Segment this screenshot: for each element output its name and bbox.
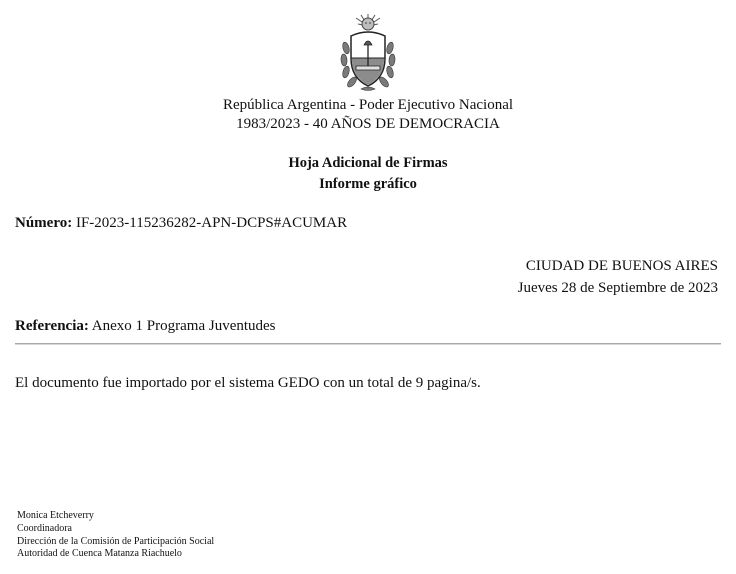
signer-role: Coordinadora xyxy=(17,523,72,534)
coat-of-arms-emblem xyxy=(337,12,399,94)
header-government-line: República Argentina - Poder Ejecutivo Nacional xyxy=(222,97,514,113)
document-number-row xyxy=(15,214,347,232)
signer-department: Dirección de la Comisión de Participación Social xyxy=(17,536,215,547)
section-divider xyxy=(15,343,721,345)
signer-name: Monica Etcheverry xyxy=(17,510,94,521)
document-subtitle: Informe gráfico xyxy=(319,176,417,192)
import-notice-text: El documento fue importado por el sistema GEDO con un total de 9 pagina/s. xyxy=(15,375,481,391)
document-number-value: IF-2023-115236282-APN-DCPS#ACUMAR xyxy=(75,215,348,231)
document-date: Jueves 28 de Septiembre de 2023 xyxy=(517,280,718,296)
reference-value: Anexo 1 Programa Juventudes xyxy=(91,318,276,334)
document-number-label: Número: xyxy=(15,215,73,231)
header-anniversary-line: 1983/2023 - 40 AÑOS DE DEMOCRACIA xyxy=(236,116,500,132)
reference-label: Referencia: xyxy=(15,318,89,334)
reference-row xyxy=(15,317,276,335)
location-city: CIUDAD DE BUENOS AIRES xyxy=(525,258,718,274)
document-title: Hoja Adicional de Firmas xyxy=(288,155,448,171)
signer-organization: Autoridad de Cuenca Matanza Riachuelo xyxy=(17,548,182,559)
